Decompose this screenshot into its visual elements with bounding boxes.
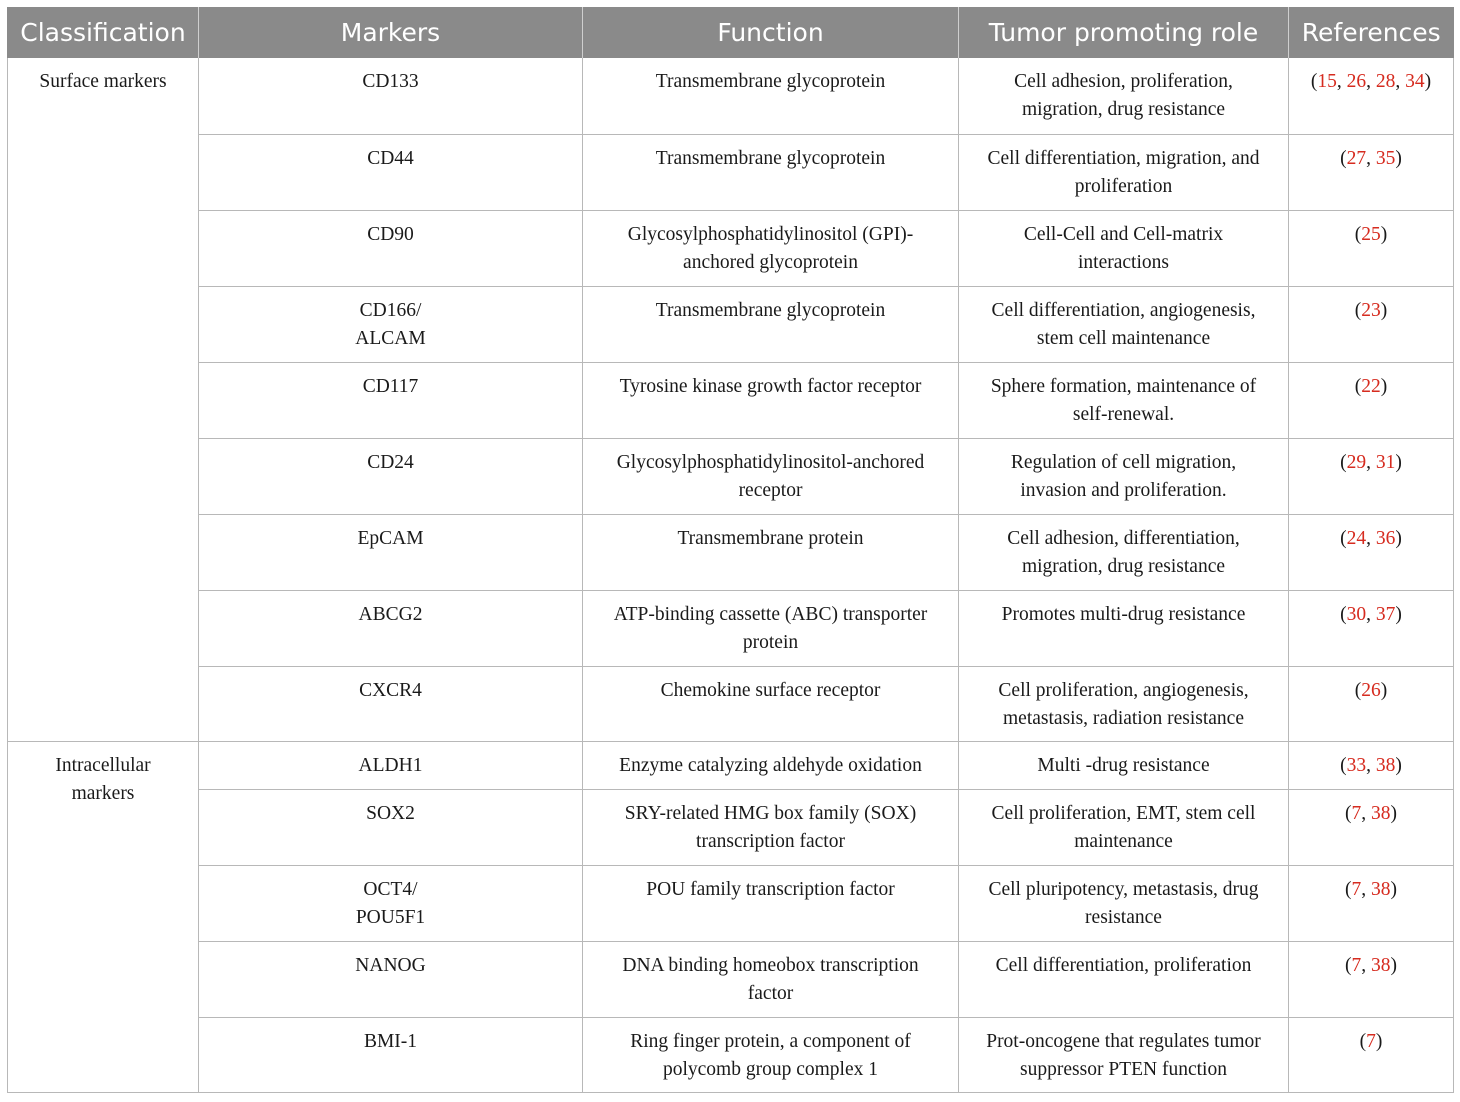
reference-link[interactable]: 38 bbox=[1375, 754, 1396, 776]
reference-link[interactable]: 38 bbox=[1371, 802, 1391, 824]
reference-link[interactable]: 27 bbox=[1346, 147, 1367, 169]
reference-link[interactable]: 24 bbox=[1346, 527, 1367, 549]
function-cell: Chemokine surface receptor bbox=[583, 666, 959, 741]
function-cell: DNA binding homeobox transcription factor bbox=[583, 941, 959, 1017]
marker-cell: CD90 bbox=[199, 210, 583, 286]
references-cell: (26) bbox=[1289, 666, 1454, 741]
table-row bbox=[8, 286, 1454, 362]
references-cell: (33, 38) bbox=[1289, 741, 1454, 789]
table-row bbox=[8, 438, 1454, 514]
references-cell: (7, 38) bbox=[1289, 789, 1454, 865]
reference-link[interactable]: 30 bbox=[1346, 603, 1367, 625]
reference-link[interactable]: 15 bbox=[1317, 71, 1337, 92]
reference-link[interactable]: 7 bbox=[1366, 1030, 1376, 1052]
table-row bbox=[8, 362, 1454, 438]
markers-table bbox=[7, 7, 1454, 1093]
reference-link[interactable]: 35 bbox=[1375, 147, 1396, 169]
function-cell: Tyrosine kinase growth factor receptor bbox=[583, 362, 959, 438]
header-tumor-role: Tumor promoting role bbox=[959, 7, 1289, 58]
reference-link[interactable]: 7 bbox=[1351, 878, 1362, 900]
role-cell: Multi -drug resistance bbox=[959, 741, 1289, 789]
classification-cell: Surface markers bbox=[8, 58, 199, 741]
table-row bbox=[8, 666, 1454, 741]
references-cell: (27, 35) bbox=[1289, 134, 1454, 210]
marker-cell: CD133 bbox=[199, 58, 583, 134]
function-cell: Ring finger protein, a component of polycomb group complex 1 bbox=[583, 1017, 959, 1092]
function-cell: Glycosylphosphatidylinositol-anchored receptor bbox=[583, 438, 959, 514]
reference-link[interactable]: 34 bbox=[1405, 71, 1425, 92]
role-cell: Cell adhesion, differentiation, migration, drug resistance bbox=[959, 514, 1289, 590]
table-row bbox=[8, 865, 1454, 941]
role-cell: Cell differentiation, migration, and proliferation bbox=[959, 134, 1289, 210]
reference-link[interactable]: 25 bbox=[1361, 223, 1381, 245]
role-cell: Cell proliferation, EMT, stem cell maintenance bbox=[959, 789, 1289, 865]
references-cell: (7, 38) bbox=[1289, 941, 1454, 1017]
marker-cell: SOX2 bbox=[199, 789, 583, 865]
header-markers: Markers bbox=[199, 7, 583, 58]
function-cell: Transmembrane glycoprotein bbox=[583, 58, 959, 134]
function-cell: SRY-related HMG box family (SOX) transcription factor bbox=[583, 789, 959, 865]
function-cell: Enzyme catalyzing aldehyde oxidation bbox=[583, 741, 959, 789]
role-cell: Cell adhesion, proliferation, migration, drug resistance bbox=[959, 58, 1289, 134]
table-row bbox=[8, 514, 1454, 590]
table-header-row bbox=[8, 7, 1454, 58]
table-row bbox=[8, 941, 1454, 1017]
reference-link[interactable]: 29 bbox=[1346, 451, 1367, 473]
marker-cell: BMI-1 bbox=[199, 1017, 583, 1092]
marker-cell: CD44 bbox=[199, 134, 583, 210]
table-row bbox=[8, 590, 1454, 666]
reference-link[interactable]: 31 bbox=[1375, 451, 1396, 473]
marker-cell: CXCR4 bbox=[199, 666, 583, 741]
references-cell: (23) bbox=[1289, 286, 1454, 362]
role-cell: Cell proliferation, angiogenesis, metastasis, radiation resistance bbox=[959, 666, 1289, 741]
role-cell: Prot-oncogene that regulates tumor suppressor PTEN function bbox=[959, 1017, 1289, 1092]
reference-link[interactable]: 36 bbox=[1375, 527, 1396, 549]
references-cell: (7, 38) bbox=[1289, 865, 1454, 941]
function-cell: Transmembrane protein bbox=[583, 514, 959, 590]
references-cell: (24, 36) bbox=[1289, 514, 1454, 590]
classification-cell: Intracellular markers bbox=[8, 741, 199, 1092]
marker-cell: OCT4/ POU5F1 bbox=[199, 865, 583, 941]
table-row bbox=[8, 58, 1454, 134]
reference-link[interactable]: 23 bbox=[1361, 299, 1381, 321]
table-row bbox=[8, 134, 1454, 210]
header-function: Function bbox=[583, 7, 959, 58]
table-row bbox=[8, 1017, 1454, 1092]
marker-cell: EpCAM bbox=[199, 514, 583, 590]
reference-link[interactable]: 26 bbox=[1361, 679, 1381, 701]
role-cell: Regulation of cell migration, invasion and proliferation. bbox=[959, 438, 1289, 514]
role-cell: Cell differentiation, proliferation bbox=[959, 941, 1289, 1017]
marker-cell: ALDH1 bbox=[199, 741, 583, 789]
table-row bbox=[8, 741, 1454, 789]
function-cell: ATP-binding cassette (ABC) transporter protein bbox=[583, 590, 959, 666]
function-cell: POU family transcription factor bbox=[583, 865, 959, 941]
references-cell: (29, 31) bbox=[1289, 438, 1454, 514]
markers-table-container bbox=[7, 7, 1453, 1093]
references-cell: (30, 37) bbox=[1289, 590, 1454, 666]
marker-cell: ABCG2 bbox=[199, 590, 583, 666]
marker-cell: CD117 bbox=[199, 362, 583, 438]
references-cell: (22) bbox=[1289, 362, 1454, 438]
header-references: References bbox=[1289, 7, 1454, 58]
references-cell: (15, 26, 28, 34) bbox=[1289, 58, 1454, 134]
marker-cell: CD24 bbox=[199, 438, 583, 514]
references-cell: (7) bbox=[1289, 1017, 1454, 1092]
reference-link[interactable]: 38 bbox=[1371, 954, 1391, 976]
reference-link[interactable]: 26 bbox=[1346, 71, 1367, 92]
role-cell: Cell differentiation, angiogenesis, stem cell maintenance bbox=[959, 286, 1289, 362]
role-cell: Sphere formation, maintenance of self-renewal. bbox=[959, 362, 1289, 438]
role-cell: Cell pluripotency, metastasis, drug resistance bbox=[959, 865, 1289, 941]
function-cell: Transmembrane glycoprotein bbox=[583, 286, 959, 362]
header-classification: Classification bbox=[8, 7, 199, 58]
reference-link[interactable]: 38 bbox=[1371, 878, 1391, 900]
role-cell: Promotes multi-drug resistance bbox=[959, 590, 1289, 666]
reference-link[interactable]: 7 bbox=[1351, 954, 1362, 976]
marker-cell: NANOG bbox=[199, 941, 583, 1017]
reference-link[interactable]: 7 bbox=[1351, 802, 1362, 824]
references-cell: (25) bbox=[1289, 210, 1454, 286]
marker-cell: CD166/ ALCAM bbox=[199, 286, 583, 362]
function-cell: Glycosylphosphatidylinositol (GPI)-anchored glycoprotein bbox=[583, 210, 959, 286]
function-cell: Transmembrane glycoprotein bbox=[583, 134, 959, 210]
role-cell: Cell-Cell and Cell-matrix interactions bbox=[959, 210, 1289, 286]
reference-link[interactable]: 28 bbox=[1375, 71, 1396, 92]
reference-link[interactable]: 22 bbox=[1361, 375, 1381, 397]
table-row bbox=[8, 789, 1454, 865]
table-body bbox=[8, 58, 1454, 1092]
table-row bbox=[8, 210, 1454, 286]
reference-link[interactable]: 37 bbox=[1375, 603, 1396, 625]
reference-link[interactable]: 33 bbox=[1346, 754, 1367, 776]
